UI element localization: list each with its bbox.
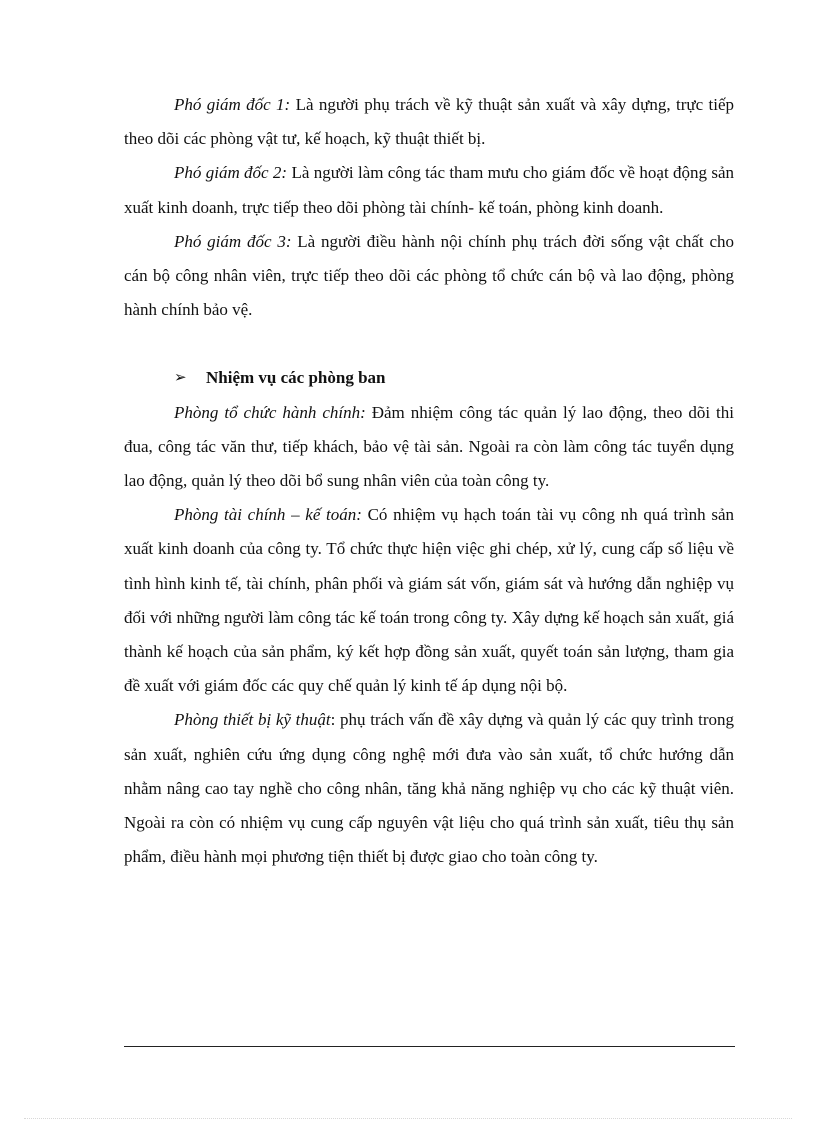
section-heading xyxy=(124,361,734,395)
paragraph-text: Đảm nhiệm công tác quản lý lao động, theo dõi thi đua, công tác văn thư, tiếp khách, bảo vệ tài sản. Ngoài ra còn làm công tác tuyển dụng lao động, quản lý theo dõi bổ sung nhân viên của toàn công ty. xyxy=(124,402,734,491)
page-edge-dotted-line xyxy=(24,1118,792,1119)
footer-divider xyxy=(124,1046,735,1047)
section-heading-text: Nhiệm vụ các phòng ban xyxy=(206,368,386,388)
paragraph-label: Phòng tài chính – kế toán: xyxy=(174,505,362,525)
paragraph-label: Phó giám đốc 2: xyxy=(174,163,288,183)
paragraph-deputy-director-2 xyxy=(124,156,734,224)
paragraph-text: Là người điều hành nội chính phụ trách đời sống vật chất cho cán bộ công nhân viên, trực tiếp theo dõi các phòng tổ chức cán bộ và lao động, phòng hành chính bảo vệ. xyxy=(124,231,735,320)
paragraph-deputy-director-3 xyxy=(124,225,734,328)
paragraph-text: Có nhiệm vụ hạch toán tài vụ công nh quá trình sản xuất kinh doanh của công ty. Tổ chức thực hiện việc ghi chép, xử lý, cung cấp số liệu về tình hình kinh tế, tài chính, phân phối và giám sát vốn, giám sát và hướng dẫn nghiệp vụ đối với những người làm công tác kế toán trong công ty. Xây dựng kế hoạch sản xuất, giá thành kế hoạch của sản phẩm, ký kết hợp đồng sản xuất, quyết toán sản lượng, tham gia đề xuất với giám đốc các quy chế quản lý kinh tế áp dụng nội bộ. xyxy=(124,505,734,696)
paragraph-label: Phòng tổ chức hành chính: xyxy=(174,402,366,422)
paragraph-label: Phó giám đốc 3: xyxy=(174,231,292,251)
paragraph-text: Là người phụ trách về kỹ thuật sản xuất và xây dựng, trực tiếp theo dõi các phòng vật tư, kế hoạch, kỹ thuật thiết bị. xyxy=(124,95,734,149)
paragraph-text: : phụ trách vấn đề xây dựng và quản lý các quy trình trong sản xuất, nghiên cứu ứng dụng công nghệ mới đưa vào sản xuất, tổ chức hướng dẫn nhằm nâng cao tay nghề cho công nhân, tăng khả năng nghiệp vụ cho các kỹ thuật viên. Ngoài ra còn có nhiệm vụ cung cấp nguyên vật liệu cho quá trình sản xuất, tiêu thụ sản phẩm, điều hành mọi phương tiện thiết bị được giao cho toàn công ty. xyxy=(124,710,735,867)
paragraph-technical-department xyxy=(124,703,734,874)
paragraph-admin-department xyxy=(124,396,734,499)
paragraph-label: Phó giám đốc 1: xyxy=(174,95,291,114)
paragraph-text: Là người làm công tác tham mưu cho giám đốc về hoạt động sản xuất kinh doanh, trực tiếp theo dõi phòng tài chính- kế toán, phòng kinh doanh. xyxy=(124,163,734,217)
arrow-bullet-icon: ➢ xyxy=(174,370,187,387)
document-body xyxy=(124,88,734,874)
paragraph-spacer xyxy=(124,327,734,361)
paragraph-label: Phòng thiết bị kỹ thuật xyxy=(174,710,331,730)
paragraph-finance-department xyxy=(124,498,734,703)
paragraph-deputy-director-1 xyxy=(124,88,734,156)
